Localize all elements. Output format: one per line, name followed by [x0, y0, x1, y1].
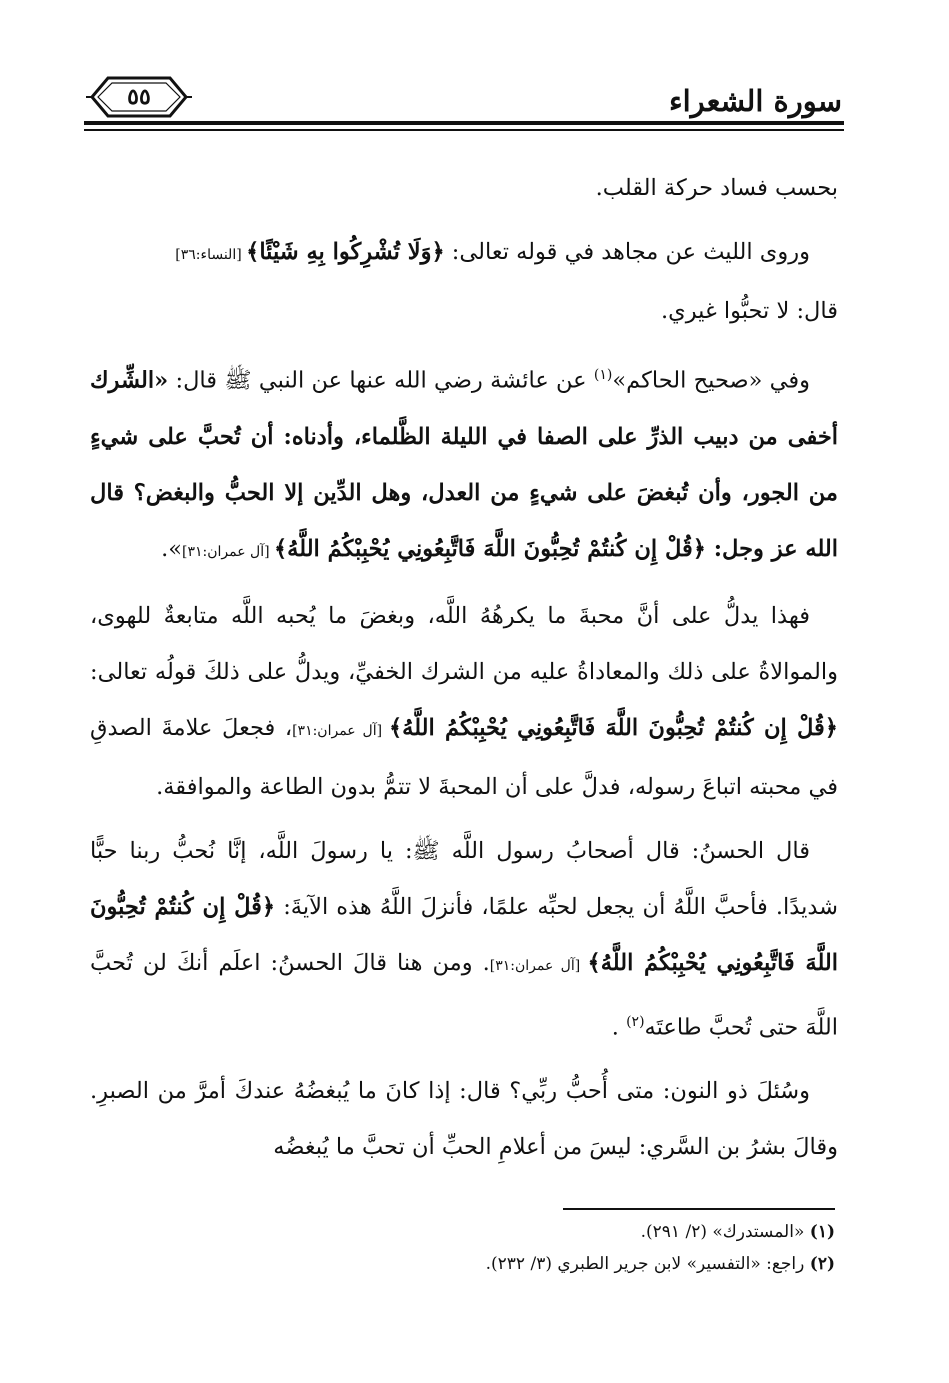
- paragraph-text: . ومن هنا قالَ الحسنُ: اعلَم أنكَ لن تُحبَّ اللَّهَ حتى تُحبَّ طاعتَه: [90, 949, 838, 1040]
- header-rule-thin: [84, 129, 844, 131]
- paragraph-text: وروى الليث عن مجاهد في قوله تعالى:: [444, 239, 810, 265]
- footnote-text: راجع: «التفسير» لابن جرير الطبري (٣/ ٢٣٢).: [485, 1254, 810, 1274]
- verse-reference: [آل عمران:٣١]: [489, 957, 588, 974]
- quran-verse: ﴿قُلْ إِن كُنتُمْ تُحِبُّونَ اللَّهَ فَاتَّبِعُونِي يُحْبِبْكُمُ اللَّهُ﴾: [90, 893, 839, 976]
- footnote-number: (١): [809, 1222, 835, 1242]
- paragraph-text: .: [611, 1014, 627, 1040]
- verse-reference: [آل عمران:٣١]: [292, 722, 389, 739]
- paragraph-text: قال الحسنُ: قال أصحابُ رسول اللَّه ﷺ: يا رسولَ اللَّه، إنَّا نُحبُّ ربنا حبًّا شديدًا. فأحبَّ اللَّهُ أن يجعل لحبِّه علمًا، فأنزلَ اللَّهُ هذه الآيةَ:: [90, 837, 839, 920]
- quran-verse: ﴿وَلَا تُشْرِكُوا بِهِ شَيْئًا﴾: [246, 239, 445, 265]
- footnotes: [90, 1216, 835, 1280]
- footnote-marker: (١): [593, 367, 613, 383]
- paragraph-3: [90, 347, 838, 580]
- paragraph-1: [90, 160, 838, 216]
- footnote-1: [90, 1216, 835, 1248]
- paragraph-4: [90, 588, 838, 815]
- quran-verse: ﴿قُلْ إِن كُنتُمْ تُحِبُّونَ اللَّهَ فَاتَّبِعُونِي يُحْبِبْكُمُ اللَّهُ﴾: [274, 535, 706, 562]
- verse-reference: [النساء:٣٦]: [175, 247, 247, 263]
- paragraph-text: بحسب فساد حركة القلب.: [595, 175, 838, 201]
- footnote-text: «المستدرك» (٢/ ٢٩١).: [640, 1222, 810, 1242]
- page-body: [90, 160, 838, 1183]
- paragraph-text: وسُئلَ ذو النون: متى أُحبُّ ربِّي؟ قال: إذا كانَ ما يُبغضُهُ عندكَ أمرَّ من الصبرِ. وقالَ بشرُ بن السَّري: ليسَ من أعلامِ الحبِّ أن تحبَّ ما يُبغضُه: [90, 1078, 838, 1160]
- page-number: ٥٥: [127, 84, 151, 110]
- paragraph-text: قال: لا تحبُّوا غيري.: [660, 298, 838, 324]
- hadith-text: «الشِّرك أخفى من دبيب الذرِّ على الصفا في الليلة الظَّلماء، وأدناه: أن تُحبَّ على شيءٍ من الجور، وأن تُبغضَ على شيءٍ من العدل، وهل الدِّين إلا الحبُّ والبغض؟ قال الله عز وجل:: [90, 367, 838, 562]
- footnote-marker: (٢): [626, 1013, 645, 1030]
- paragraph-text: عن عائشة رضي الله عنها عن النبي ﷺ قال:: [168, 367, 594, 394]
- paragraph-text: فهذا يدلُّ على أنَّ محبةَ ما يكرهُهُ اللَّه، وبغضَ ما يُحبه اللَّه متابعةٌ للهوى، والموالاةُ على ذلك والمعاداةُ عليه من الشرك الخفيِّ، ويدلُّ على ذلكَ قولُه تعالى:: [90, 602, 838, 685]
- paragraph-text: ، فجعلَ علامةَ الصدقِ في محبته اتباعَ رسوله، فدلَّ على أن المحبةَ لا تتمُّ بدون الطاعة والموافقة.: [90, 714, 838, 800]
- paragraph-5: [90, 823, 838, 1056]
- footnote-separator: [563, 1208, 835, 1210]
- paragraph-2: [90, 224, 838, 339]
- paragraph-6: [90, 1063, 838, 1175]
- paragraph-text: وفي «صحيح الحاكم»: [612, 367, 811, 394]
- footnote-number: (٢): [809, 1254, 835, 1274]
- header-rule-thick: [84, 121, 844, 125]
- surah-title: سورة الشعراء: [668, 84, 842, 118]
- paragraph-text: ».: [161, 535, 182, 562]
- quran-verse: ﴿قُلْ إِن كُنتُمْ تُحِبُّونَ اللَّهَ فَاتَّبِعُونِي يُحْبِبْكُمُ اللَّهُ﴾: [388, 714, 838, 741]
- footnote-2: [90, 1248, 835, 1280]
- verse-reference: [آل عمران:٣١]: [182, 543, 274, 560]
